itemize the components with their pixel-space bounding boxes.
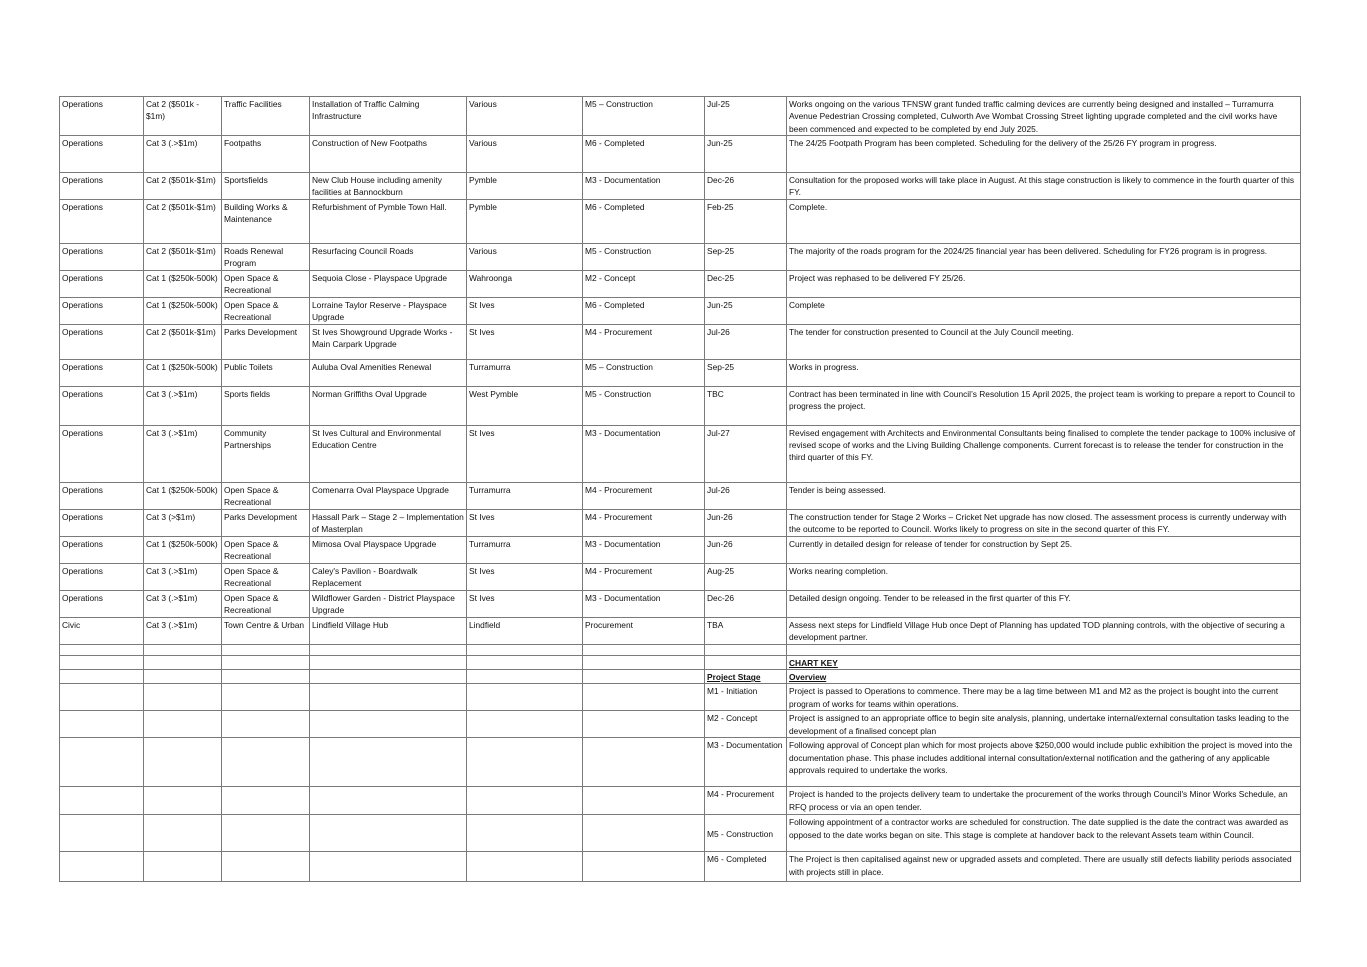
category-cell: Cat 2 ($501k - $1m) <box>144 97 222 136</box>
date-cell: Jul-26 <box>705 482 787 509</box>
category-cell: Cat 3 (.>$1m) <box>144 386 222 425</box>
chart-key <box>60 644 1301 684</box>
report-sheet <box>59 96 1300 882</box>
empty-cell <box>222 711 310 738</box>
key-overview-cell: Project is handed to the projects delivery team to undertake the procurement of the works through Council's Minor Works Schedule, an RFQ process or via an open tender. <box>787 787 1301 815</box>
stage-cell: M4 - Procurement <box>583 563 705 590</box>
empty-cell <box>60 711 144 738</box>
table-row <box>60 482 1301 509</box>
empty-cell <box>310 815 467 852</box>
project-cell: Refurbishment of Pymble Town Hall. <box>310 199 467 243</box>
suburb-cell: St Ives <box>467 297 583 324</box>
comment-cell: The majority of the roads program for the 2024/25 financial year has been delivered. Scheduling for FY26 program is in progress. <box>787 243 1301 270</box>
table-row <box>60 359 1301 386</box>
empty-cell <box>583 852 705 882</box>
project-stage-header: Project Stage <box>707 672 761 683</box>
chart-key-row <box>60 852 1301 882</box>
chart-key-row <box>60 711 1301 738</box>
division-cell: Operations <box>60 590 144 617</box>
program-cell: Building Works & Maintenance <box>222 199 310 243</box>
suburb-cell: St Ives <box>467 590 583 617</box>
key-overview-cell: The Project is then capitalised against new or upgraded assets and completed. There are usually still defects liability periods associated with projects still in place. <box>787 852 1301 882</box>
comment-cell: Consultation for the proposed works will take place in August. At this stage construction is likely to commence in the fourth quarter of this FY. <box>787 172 1301 199</box>
date-cell: Jun-26 <box>705 509 787 536</box>
category-cell: Cat 3 (.>$1m) <box>144 425 222 482</box>
project-cell: Resurfacing Council Roads <box>310 243 467 270</box>
empty-cell <box>144 787 222 815</box>
project-cell: Construction of New Footpaths <box>310 135 467 172</box>
category-cell: Cat 3 (.>$1m) <box>144 563 222 590</box>
empty-cell <box>222 852 310 882</box>
empty-cell <box>144 684 222 711</box>
project-cell: Sequoia Close - Playspace Upgrade <box>310 270 467 297</box>
table-row <box>60 590 1301 617</box>
division-cell: Operations <box>60 199 144 243</box>
division-cell: Operations <box>60 482 144 509</box>
division-cell: Operations <box>60 386 144 425</box>
empty-cell <box>222 738 310 787</box>
empty-cell <box>144 738 222 787</box>
program-cell: Footpaths <box>222 135 310 172</box>
empty-cell <box>467 787 583 815</box>
project-cell: Wildflower Garden - District Playspace Upgrade <box>310 590 467 617</box>
chart-key-rows <box>60 684 1301 882</box>
program-cell: Traffic Facilities <box>222 97 310 136</box>
date-cell: Aug-25 <box>705 563 787 590</box>
comment-cell: The 24/25 Footpath Program has been completed. Scheduling for the delivery of the 25/26 FY program in progress. <box>787 135 1301 172</box>
program-cell: Community Partnerships <box>222 425 310 482</box>
category-cell: Cat 3 (>$1m) <box>144 509 222 536</box>
table-row <box>60 509 1301 536</box>
program-cell: Town Centre & Urban <box>222 617 310 644</box>
empty-cell <box>310 787 467 815</box>
key-overview-cell: Following approval of Concept plan which for most projects above $250,000 would include public exhibition the project is moved into the documentation phase. This phase includes additional internal consultation/external notification and the gathering of any applicable approvals required to undertake the works. <box>787 738 1301 787</box>
empty-cell <box>144 815 222 852</box>
stage-cell: M3 - Documentation <box>583 590 705 617</box>
empty-cell <box>310 852 467 882</box>
comment-cell: Contract has been terminated in line with Council’s Resolution 15 April 2025, the project team is working to prepare a report to Council to progress the project. <box>787 386 1301 425</box>
projects-table <box>59 96 1301 882</box>
project-rows <box>60 97 1301 645</box>
category-cell: Cat 2 ($501k-$1m) <box>144 243 222 270</box>
division-cell: Operations <box>60 243 144 270</box>
program-cell: Open Space & Recreational <box>222 297 310 324</box>
chart-key-row <box>60 738 1301 787</box>
stage-cell: M3 - Documentation <box>583 172 705 199</box>
suburb-cell: Various <box>467 135 583 172</box>
stage-cell: M4 - Procurement <box>583 324 705 359</box>
empty-cell <box>310 711 467 738</box>
comment-cell: The construction tender for Stage 2 Works – Cricket Net upgrade has now closed. The assessment process is currently underway with the outcome to be reported to Council. Works likely to progress on site in the second quarter of this FY. <box>787 509 1301 536</box>
comment-cell: Tender is being assessed. <box>787 482 1301 509</box>
comment-cell: Currently in detailed design for release of tender for construction by Sept 25. <box>787 536 1301 563</box>
empty-cell <box>467 852 583 882</box>
date-cell: Jul-27 <box>705 425 787 482</box>
key-stage-cell: M1 - Initiation <box>705 684 787 711</box>
date-cell: Jun-25 <box>705 135 787 172</box>
date-cell: TBC <box>705 386 787 425</box>
category-cell: Cat 1 ($250k-500k) <box>144 482 222 509</box>
date-cell: Jul-25 <box>705 97 787 136</box>
project-cell: Mimosa Oval Playspace Upgrade <box>310 536 467 563</box>
project-cell: Norman Griffiths Oval Upgrade <box>310 386 467 425</box>
date-cell: Jul-26 <box>705 324 787 359</box>
category-cell: Cat 1 ($250k-500k) <box>144 297 222 324</box>
table-row <box>60 386 1301 425</box>
empty-cell <box>60 684 144 711</box>
category-cell: Cat 3 (.>$1m) <box>144 617 222 644</box>
blank-row <box>60 644 1301 655</box>
project-cell: Installation of Traffic Calming Infrastructure <box>310 97 467 136</box>
date-cell: Sep-25 <box>705 243 787 270</box>
project-cell: Caley's Pavilion - Boardwalk Replacement <box>310 563 467 590</box>
key-stage-cell: M6 - Completed <box>705 852 787 882</box>
empty-cell <box>144 852 222 882</box>
overview-header: Overview <box>789 672 827 683</box>
suburb-cell: West Pymble <box>467 386 583 425</box>
key-stage-cell: M2 - Concept <box>705 711 787 738</box>
chart-key-header-row <box>60 670 1301 684</box>
empty-cell <box>310 684 467 711</box>
key-stage-cell: M4 - Procurement <box>705 787 787 815</box>
division-cell: Operations <box>60 359 144 386</box>
empty-cell <box>222 684 310 711</box>
suburb-cell: Various <box>467 243 583 270</box>
program-cell: Open Space & Recreational <box>222 590 310 617</box>
category-cell: Cat 2 ($501k-$1m) <box>144 324 222 359</box>
comment-cell: Complete <box>787 297 1301 324</box>
empty-cell <box>467 815 583 852</box>
stage-cell: M4 - Procurement <box>583 509 705 536</box>
key-overview-cell: Following appointment of a contractor works are scheduled for construction. The date supplied is the date the contract was awarded as opposed to the date works began on site. This stage is complete at handover back to the relevant Assets team within Council. <box>787 815 1301 852</box>
stage-cell: M5 - Construction <box>583 386 705 425</box>
division-cell: Operations <box>60 172 144 199</box>
program-cell: Open Space & Recreational <box>222 536 310 563</box>
comment-cell: The tender for construction presented to Council at the July Council meeting. <box>787 324 1301 359</box>
project-cell: St Ives Showground Upgrade Works - Main Carpark Upgrade <box>310 324 467 359</box>
date-cell: Sep-25 <box>705 359 787 386</box>
stage-cell: M5 – Construction <box>583 359 705 386</box>
suburb-cell: Turramurra <box>467 482 583 509</box>
project-cell: Lindfield Village Hub <box>310 617 467 644</box>
project-cell: Hassall Park – Stage 2 – Implementation of Masterplan <box>310 509 467 536</box>
category-cell: Cat 1 ($250k-500k) <box>144 536 222 563</box>
chart-key-title-row <box>60 655 1301 669</box>
division-cell: Operations <box>60 297 144 324</box>
suburb-cell: St Ives <box>467 425 583 482</box>
suburb-cell: St Ives <box>467 324 583 359</box>
empty-cell <box>583 738 705 787</box>
suburb-cell: Pymble <box>467 172 583 199</box>
empty-cell <box>467 738 583 787</box>
program-cell: Roads Renewal Program <box>222 243 310 270</box>
empty-cell <box>60 815 144 852</box>
comment-cell: Works ongoing on the various TFNSW grant funded traffic calming devices are currently being designed and installed – Turramurra Avenue Pedestrian Crossing completed, Culworth Ave Wombat Crossing Street lighting upgrade completed and the civil works have been commenced and expected to be completed by end July 2025. <box>787 97 1301 136</box>
suburb-cell: Turramurra <box>467 536 583 563</box>
date-cell: Dec-26 <box>705 590 787 617</box>
stage-cell: M2 - Concept <box>583 270 705 297</box>
division-cell: Operations <box>60 425 144 482</box>
category-cell: Cat 2 ($501k-$1m) <box>144 199 222 243</box>
date-cell: TBA <box>705 617 787 644</box>
key-overview-cell: Project is assigned to an appropriate office to begin site analysis, planning, undertake internal/external consultation tasks leading to the development of a finalised concept plan <box>787 711 1301 738</box>
project-cell: New Club House including amenity facilities at Bannockburn <box>310 172 467 199</box>
stage-cell: M6 - Completed <box>583 199 705 243</box>
stage-cell: M3 - Documentation <box>583 536 705 563</box>
division-cell: Operations <box>60 97 144 136</box>
comment-cell: Revised engagement with Architects and Environmental Consultants being finalised to complete the tender package to 100% inclusive of revised scope of works and the Living Building Challenge components. Current forecast is to release the tender for construction in the third quarter of this FY. <box>787 425 1301 482</box>
category-cell: Cat 1 ($250k-500k) <box>144 359 222 386</box>
suburb-cell: Turramurra <box>467 359 583 386</box>
division-cell: Operations <box>60 324 144 359</box>
chart-key-row <box>60 787 1301 815</box>
date-cell: Dec-26 <box>705 172 787 199</box>
suburb-cell: Lindfield <box>467 617 583 644</box>
table-row <box>60 617 1301 644</box>
comment-cell: Assess next steps for Lindfield Village Hub once Dept of Planning has updated TOD planning controls, with the objective of securing a development partner. <box>787 617 1301 644</box>
empty-cell <box>60 738 144 787</box>
table-row <box>60 563 1301 590</box>
chart-key-title: CHART KEY <box>789 657 838 668</box>
empty-cell <box>583 815 705 852</box>
comment-cell: Detailed design ongoing. Tender to be released in the first quarter of this FY. <box>787 590 1301 617</box>
table-row <box>60 297 1301 324</box>
table-row <box>60 97 1301 136</box>
comment-cell: Works nearing completion. <box>787 563 1301 590</box>
project-cell: Auluba Oval Amenities Renewal <box>310 359 467 386</box>
table-row <box>60 199 1301 243</box>
project-cell: St Ives Cultural and Environmental Education Centre <box>310 425 467 482</box>
comment-cell: Complete. <box>787 199 1301 243</box>
empty-cell <box>467 711 583 738</box>
empty-cell <box>583 787 705 815</box>
program-cell: Parks Development <box>222 324 310 359</box>
category-cell: Cat 2 ($501k-$1m) <box>144 172 222 199</box>
empty-cell <box>583 684 705 711</box>
program-cell: Open Space & Recreational <box>222 270 310 297</box>
date-cell: Jun-25 <box>705 297 787 324</box>
stage-cell: M4 - Procurement <box>583 482 705 509</box>
suburb-cell: Various <box>467 97 583 136</box>
date-cell: Jun-26 <box>705 536 787 563</box>
stage-cell: M5 - Construction <box>583 243 705 270</box>
key-overview-cell: Project is passed to Operations to commence. There may be a lag time between M1 and M2 as the project is bought into the current program of works for teams within operations. <box>787 684 1301 711</box>
category-cell: Cat 3 (.>$1m) <box>144 590 222 617</box>
project-cell: Comenarra Oval Playspace Upgrade <box>310 482 467 509</box>
comment-cell: Project was rephased to be delivered FY 25/26. <box>787 270 1301 297</box>
empty-cell <box>222 815 310 852</box>
chart-key-row <box>60 684 1301 711</box>
comment-cell: Works in progress. <box>787 359 1301 386</box>
empty-cell <box>467 684 583 711</box>
empty-cell <box>583 711 705 738</box>
empty-cell <box>222 787 310 815</box>
table-row <box>60 536 1301 563</box>
empty-cell <box>144 711 222 738</box>
program-cell: Open Space & Recreational <box>222 563 310 590</box>
table-row <box>60 172 1301 199</box>
program-cell: Sports fields <box>222 386 310 425</box>
division-cell: Operations <box>60 563 144 590</box>
suburb-cell: Wahroonga <box>467 270 583 297</box>
stage-cell: M5 – Construction <box>583 97 705 136</box>
empty-cell <box>60 787 144 815</box>
date-cell: Dec-25 <box>705 270 787 297</box>
program-cell: Open Space & Recreational <box>222 482 310 509</box>
program-cell: Parks Development <box>222 509 310 536</box>
division-cell: Civic <box>60 617 144 644</box>
suburb-cell: Pymble <box>467 199 583 243</box>
suburb-cell: St Ives <box>467 563 583 590</box>
key-stage-cell: M5 - Construction <box>705 815 787 852</box>
division-cell: Operations <box>60 509 144 536</box>
program-cell: Public Toilets <box>222 359 310 386</box>
division-cell: Operations <box>60 135 144 172</box>
chart-key-row <box>60 815 1301 852</box>
suburb-cell: St Ives <box>467 509 583 536</box>
program-cell: Sportsfields <box>222 172 310 199</box>
table-row <box>60 135 1301 172</box>
table-row <box>60 324 1301 359</box>
stage-cell: M6 - Completed <box>583 135 705 172</box>
project-cell: Lorraine Taylor Reserve - Playspace Upgrade <box>310 297 467 324</box>
division-cell: Operations <box>60 536 144 563</box>
category-cell: Cat 1 ($250k-500k) <box>144 270 222 297</box>
date-cell: Feb-25 <box>705 199 787 243</box>
division-cell: Operations <box>60 270 144 297</box>
stage-cell: Procurement <box>583 617 705 644</box>
table-row <box>60 243 1301 270</box>
category-cell: Cat 3 (.>$1m) <box>144 135 222 172</box>
stage-cell: M6 - Completed <box>583 297 705 324</box>
table-row <box>60 425 1301 482</box>
empty-cell <box>310 738 467 787</box>
empty-cell <box>60 852 144 882</box>
stage-cell: M3 - Documentation <box>583 425 705 482</box>
key-stage-cell: M3 - Documentation <box>705 738 787 787</box>
table-row <box>60 270 1301 297</box>
